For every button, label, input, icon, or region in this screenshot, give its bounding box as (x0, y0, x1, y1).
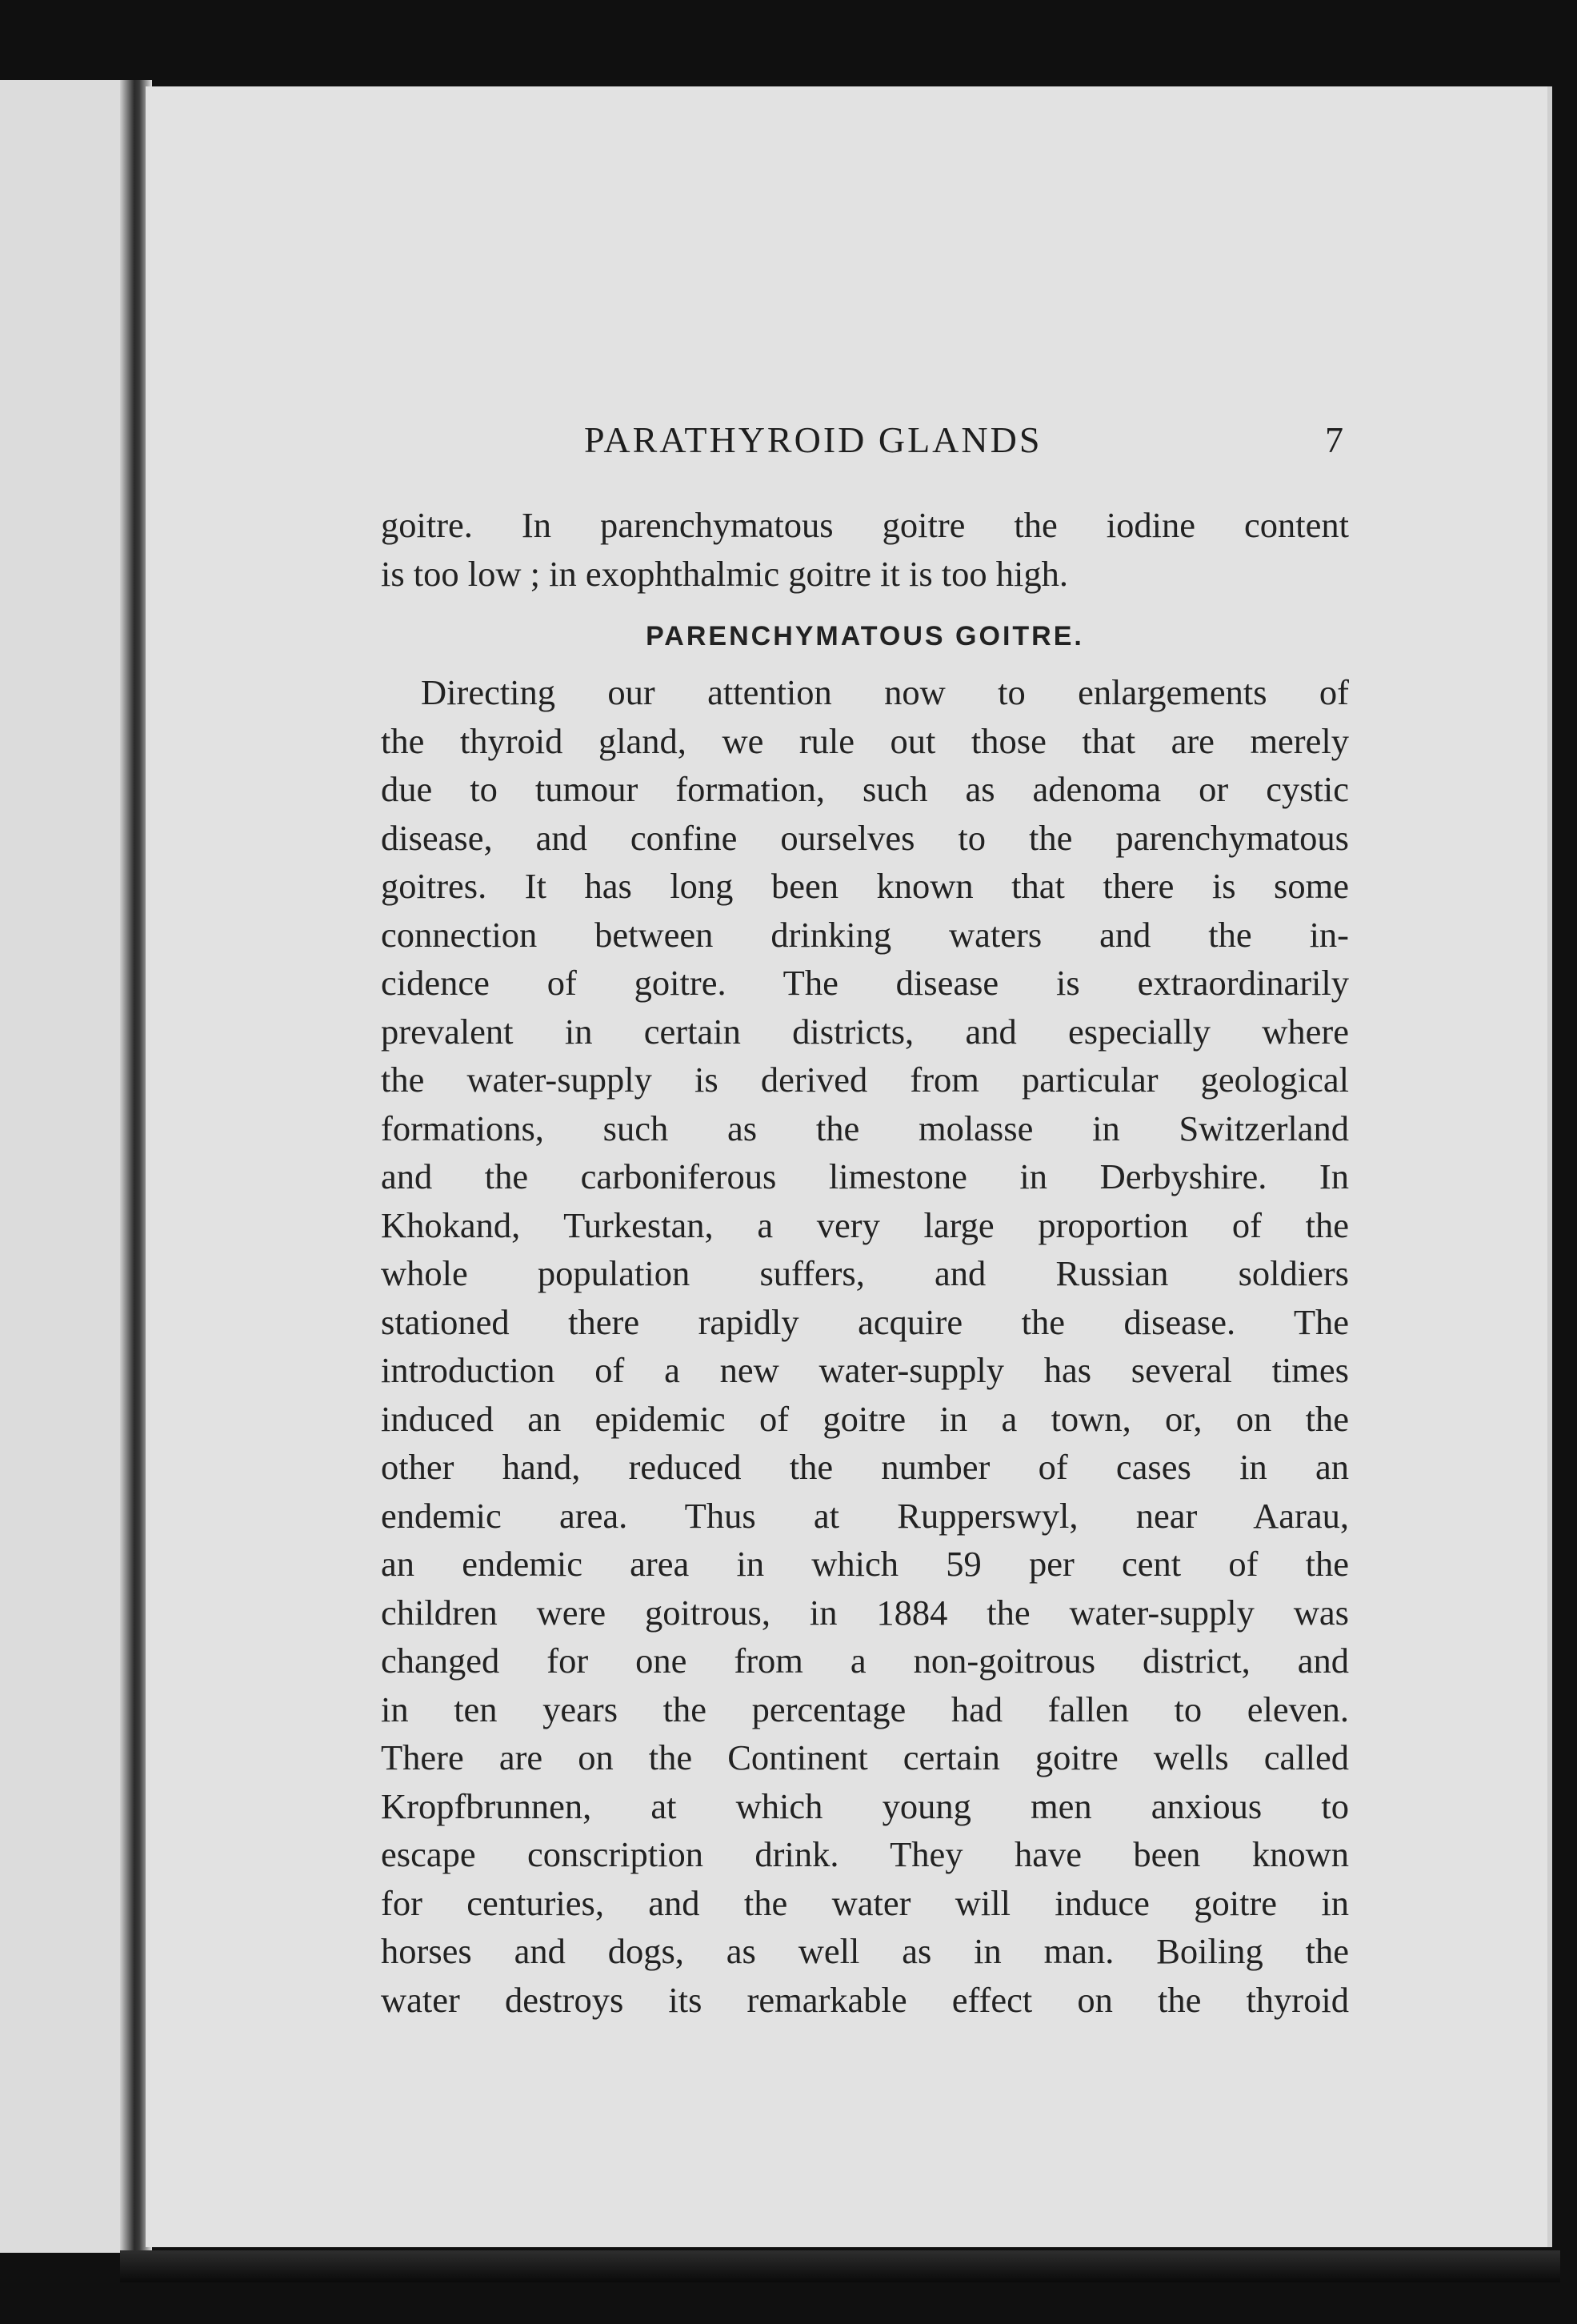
text-line: Khokand, Turkestan, a very large proportion of the (381, 1204, 1349, 1245)
running-title: PARATHYROID GLANDS (584, 419, 1043, 460)
text-line: is too low ; in exophthalmic goitre it is too high. (381, 553, 1069, 594)
text-line: cidence of goitre. The disease is extraordinarily (381, 963, 1349, 1003)
text-line: escape conscription drink. They have been known (381, 1834, 1349, 1874)
text-line: in ten years the percentage had fallen to eleven. (381, 1689, 1349, 1729)
scan-bottom-edge (120, 2250, 1560, 2282)
text-line: connection between drinking waters and the in- (381, 914, 1349, 955)
text-line: endemic area. Thus at Rupperswyl, near Aarau, (381, 1495, 1349, 1536)
text-line: prevalent in certain districts, and especially where (381, 1011, 1349, 1052)
section-heading: PARENCHYMATOUS GOITRE. (646, 621, 1084, 651)
facing-page-edge (0, 80, 138, 2253)
text-line: stationed there rapidly acquire the disease. The (381, 1301, 1349, 1342)
text-line: the thyroid gland, we rule out those that are merely (381, 720, 1349, 761)
text-line: introduction of a new water-supply has several times (381, 1350, 1349, 1390)
text-line: an endemic area in which 59 per cent of the (381, 1544, 1349, 1584)
text-line: induced an epidemic of goitre in a town, or, on the (381, 1398, 1349, 1439)
text-line: and the carboniferous limestone in Derbyshire. In (381, 1156, 1349, 1196)
text-line: whole population suffers, and Russian soldiers (381, 1253, 1349, 1293)
text-line: due to tumour formation, such as adenoma or cystic (381, 769, 1349, 809)
text-line: water destroys its remarkable effect on the thyroid (381, 1979, 1349, 2020)
text-line: changed for one from a non-goitrous district, and (381, 1641, 1349, 1681)
text-line: There are on the Continent certain goitre wells called (381, 1737, 1349, 1777)
book-page (146, 86, 1552, 2247)
page-header (146, 419, 1547, 467)
page-number: 7 (1325, 419, 1343, 460)
paragraph-first-line: Directing our attention now to enlargements of (421, 672, 1349, 712)
text-line: goitre. In parenchymatous goitre the iodine content (381, 505, 1349, 545)
text-line: Kropfbrunnen, at which young men anxious to (381, 1785, 1349, 1826)
text-line: goitres. It has long been known that there is some (381, 866, 1349, 906)
text-line: the water-supply is derived from particular geological (381, 1060, 1349, 1100)
text-line: for centuries, and the water will induce goitre in (381, 1882, 1349, 1923)
text-line: formations, such as the molasse in Switzerland (381, 1108, 1349, 1148)
text-line: other hand, reduced the number of cases in an (381, 1447, 1349, 1487)
page-body (381, 501, 1349, 2024)
text-line: horses and dogs, as well as in man. Boiling the (381, 1931, 1349, 1971)
text-line: disease, and confine ourselves to the parenchymatous (381, 817, 1349, 858)
text-line: children were goitrous, in 1884 the water-supply was (381, 1592, 1349, 1633)
